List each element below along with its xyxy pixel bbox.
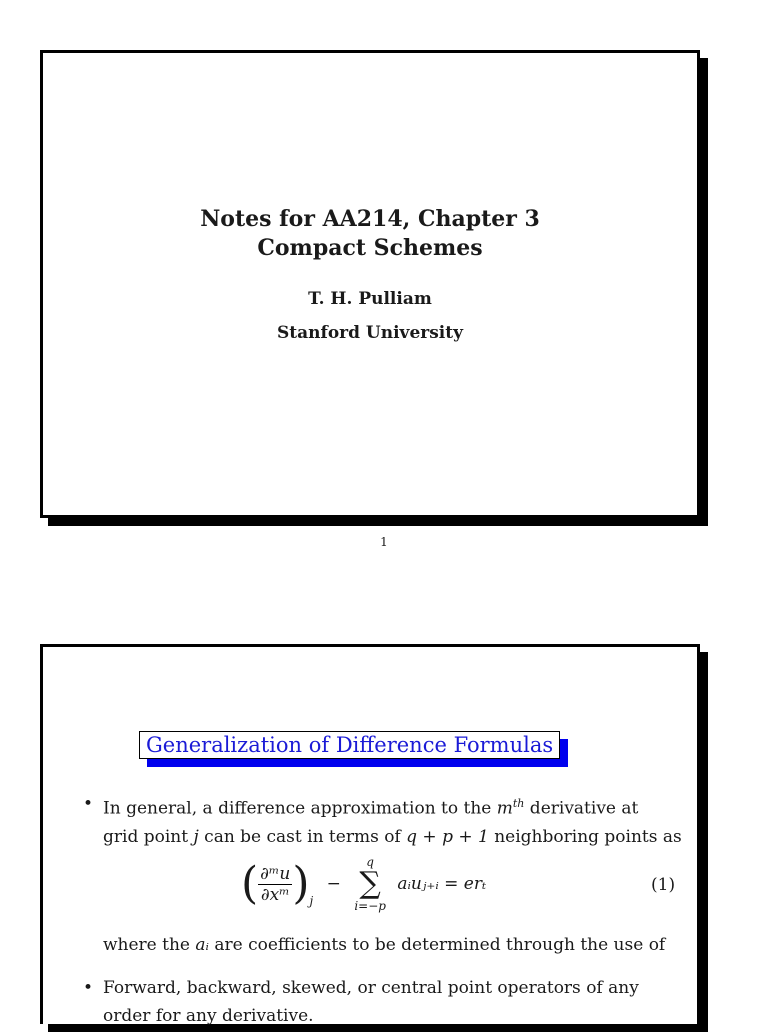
title-line-1: Notes for AA214, Chapter 3: [200, 206, 540, 232]
heading-box: [139, 731, 560, 759]
where-line: where the aᵢ are coefficients to be determined through the use of: [103, 935, 666, 955]
bullet-1-text: [103, 790, 683, 851]
title-slide: [40, 50, 700, 518]
bullet-2-line-2: order for any derivative.: [103, 1006, 314, 1026]
equation-1: ( $\frac{\text{∂ᵐu}}{\text{∂xᵐ}}$ )$_j$ − q ∑ i=−p aᵢuⱼ₊ᵢ = erₜ: [241, 855, 487, 913]
derivative-fraction: $\frac{\text{∂ᵐu}}{\text{∂xᵐ}}$: [260, 863, 291, 905]
affiliation: Stanford University: [277, 323, 463, 343]
author: T. H. Pulliam: [308, 289, 432, 309]
bullet-1-line-1: In general, a difference approximation to the $m^{th}$ derivative at: [103, 797, 639, 819]
content-slide: [40, 644, 700, 1024]
bullet-1-line-2: grid point j can be cast in terms of q + p + 1 neighboring points as: [103, 826, 682, 847]
title-line-2: Compact Schemes: [257, 235, 483, 261]
slide-heading: Generalization of Difference Formulas: [139, 731, 560, 759]
summation: q ∑ i=−p: [354, 855, 386, 913]
page-number: 1: [380, 535, 388, 549]
bullet-2-text: [103, 974, 683, 1030]
bullet-2-line-1: Forward, backward, skewed, or central point operators of any: [103, 978, 639, 998]
bullet-dot-2: •: [83, 978, 94, 998]
equation-number: (1): [651, 875, 676, 895]
bullet-dot-1: •: [83, 794, 94, 814]
